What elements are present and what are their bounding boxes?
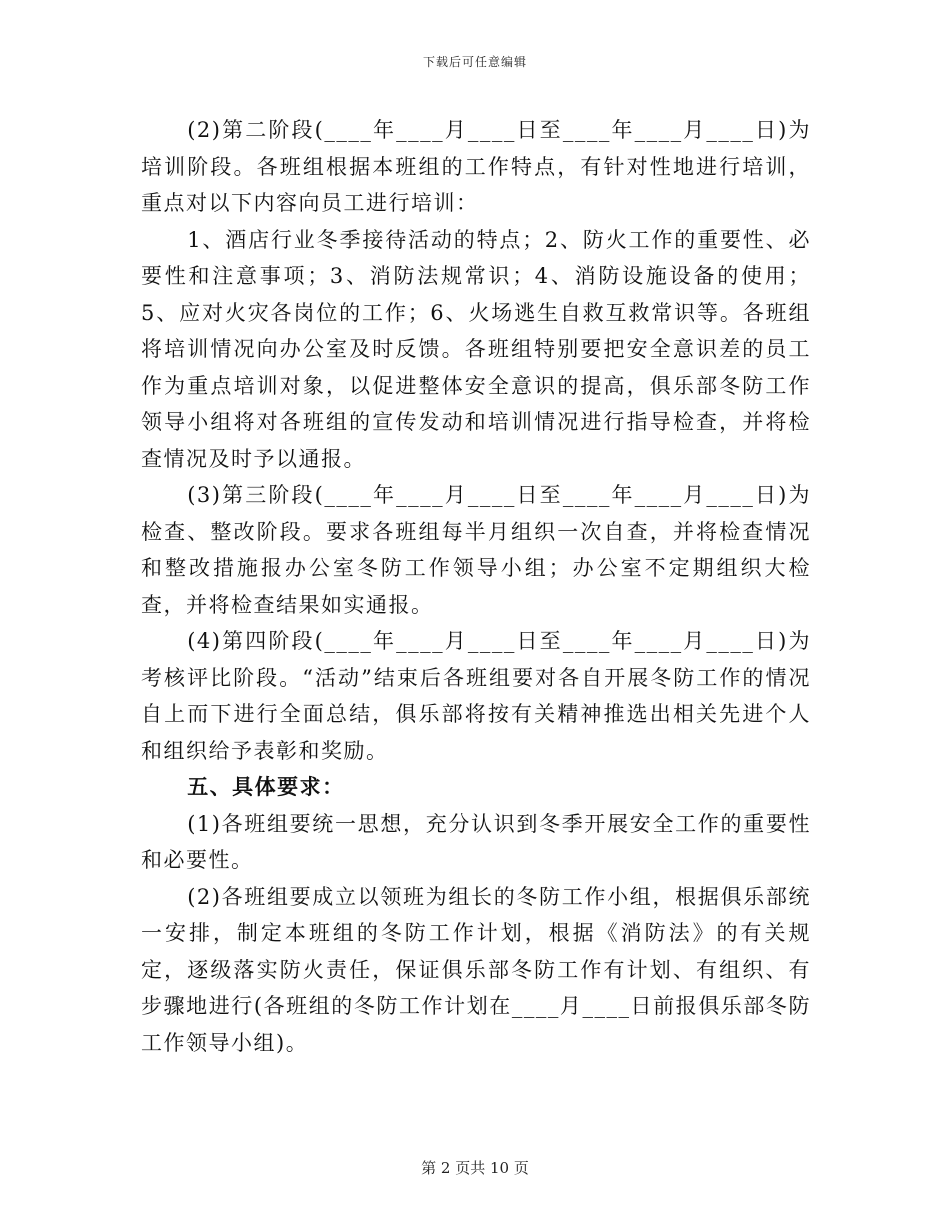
paragraph-requirement-one: (1)各班组要统一思想，充分认识到冬季开展安全工作的重要性和必要性。 <box>141 811 811 872</box>
paragraph-stage-four: (4)第四阶段(____年____月____日至____年____月____日)为考核评比阶段。“活动”结束后各班组要对各自开展冬防工作的情况自上而下进行全面总结，俱乐部将按有关精神推选出相关先进个人和组织给予表彰和奖励。 <box>141 629 811 763</box>
paragraph-training-items: 1、酒店行业冬季接待活动的特点；2、防火工作的重要性、必要性和注意事项；3、消防法规常识；4、消防设施设备的使用；5、应对火灾各岗位的工作；6、火场逃生自救互救常识等。各班组将培训情况向办公室及时反馈。各班组特别要把安全意识差的员工作为重点培训对象，以促进整体安全意识的提高，俱乐部冬防工作领导小组将对各班组的宣传发动和培训情况进行指导检查，并将检查情况及时予以通报。 <box>141 227 811 471</box>
page-footer: 第 2 页共 10 页 <box>421 1159 529 1177</box>
section-heading-requirements: 五、具体要求： <box>187 774 345 799</box>
paragraph-requirement-two: (2)各班组要成立以领班为组长的冬防工作小组，根据俱乐部统一安排，制定本班组的冬防工作计划，根据《消防法》的有关规定，逐级落实防火责任，保证俱乐部冬防工作有计划、有组织、有步骤地进行(各班组的冬防工作计划在____月____日前报俱乐部冬防工作领导小组)。 <box>141 884 811 1055</box>
page-header: 下载后可任意编辑 <box>422 55 527 69</box>
paragraph-stage-three: (3)第三阶段(____年____月____日至____年____月____日)为检查、整改阶段。要求各班组每半月组织一次自查，并将检查情况和整改措施报办公室冬防工作领导小组；办公室不定期组织大检查，并将检查结果如实通报。 <box>141 483 811 617</box>
paragraph-stage-two: (2)第二阶段(____年____月____日至____年____月____日)为培训阶段。各班组根据本班组的工作特点，有针对性地进行培训，重点对以下内容向员工进行培训： <box>141 118 811 215</box>
document-body <box>141 112 811 1061</box>
